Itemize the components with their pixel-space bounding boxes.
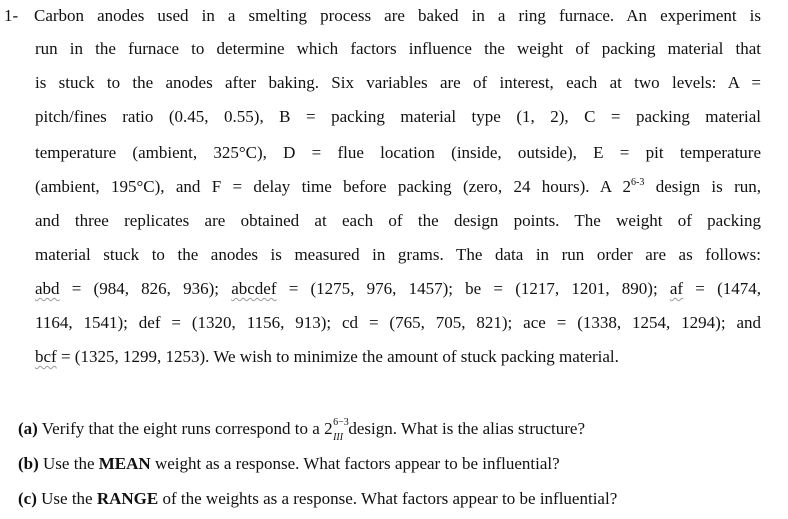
emphasis: MEAN <box>98 454 151 473</box>
run-label: abd <box>35 279 60 298</box>
problem-text-line: material stuck to the anodes is measured in grams. The data in run order are as follows: <box>35 245 761 264</box>
design-resolution: III <box>333 432 344 443</box>
question-a <box>18 417 586 443</box>
design-superscript: 6-3 <box>631 177 645 188</box>
question-label: (b) <box>18 454 39 473</box>
problem-text-line: Carbon anodes used in a smelting process are baked in a ring furnace. An experiment is <box>34 6 761 25</box>
problem-text-line: temperature (ambient, 325°C), D = flue location (inside, outside), E = pit temperature <box>35 143 761 162</box>
text-fragment: Use the <box>36 489 97 508</box>
text-fragment: Use the <box>38 454 99 473</box>
problem-number: 1- <box>4 6 19 25</box>
problem-text-line: is stuck to the anodes after baking. Six variables are of interest, each at two levels: A = <box>35 73 761 92</box>
design-superscript: 6−3 <box>333 417 349 428</box>
question-b <box>18 453 560 475</box>
text-fragment: design. What is the alias structure? <box>344 419 586 438</box>
data-line <box>35 278 761 300</box>
text-fragment: of the weights as a response. What factors appear to be influential? <box>158 489 618 508</box>
question-label: (c) <box>18 489 37 508</box>
problem-text-line: and three replicates are obtained at each of the design points. The weight of packing <box>35 211 761 230</box>
text-fragment: design is run, <box>644 177 761 196</box>
text-fragment: (ambient, 195°C), and F = delay time before packing (zero, 24 hours). A 2 <box>35 177 632 196</box>
text-fragment: Verify that the eight runs correspond to a <box>37 419 325 438</box>
question-label: (a) <box>18 419 38 438</box>
problem-text-line: pitch/fines ratio (0.45, 0.55), B = packing material type (1, 2), C = packing material <box>35 107 761 126</box>
fractional-factorial-notation <box>324 417 349 443</box>
text-fragment: weight as a response. What factors appear to be influential? <box>150 454 560 473</box>
design-base: 2 <box>324 419 333 438</box>
problem-text-line: run in the furnace to determine which factors influence the weight of packing material that <box>35 39 761 58</box>
data-line: 1164, 1541); def = (1320, 1156, 913); cd = (765, 705, 821); ace = (1338, 1254, 1294); and <box>35 313 761 332</box>
text-fragment: = (1474, <box>683 279 762 298</box>
run-label: af <box>669 279 684 298</box>
question-c <box>18 488 617 510</box>
run-label: bcf <box>35 347 57 366</box>
text-fragment: = (984, 826, 936); <box>59 279 232 298</box>
text-fragment: = (1325, 1299, 1253). We wish to minimize the amount of stuck packing material. <box>56 347 619 366</box>
text-fragment: = (1275, 976, 1457); be = (1217, 1201, 890); <box>276 279 670 298</box>
problem-text-line <box>35 176 761 198</box>
emphasis: RANGE <box>96 489 159 508</box>
run-label: abcdef <box>231 279 277 298</box>
data-line <box>35 346 619 368</box>
